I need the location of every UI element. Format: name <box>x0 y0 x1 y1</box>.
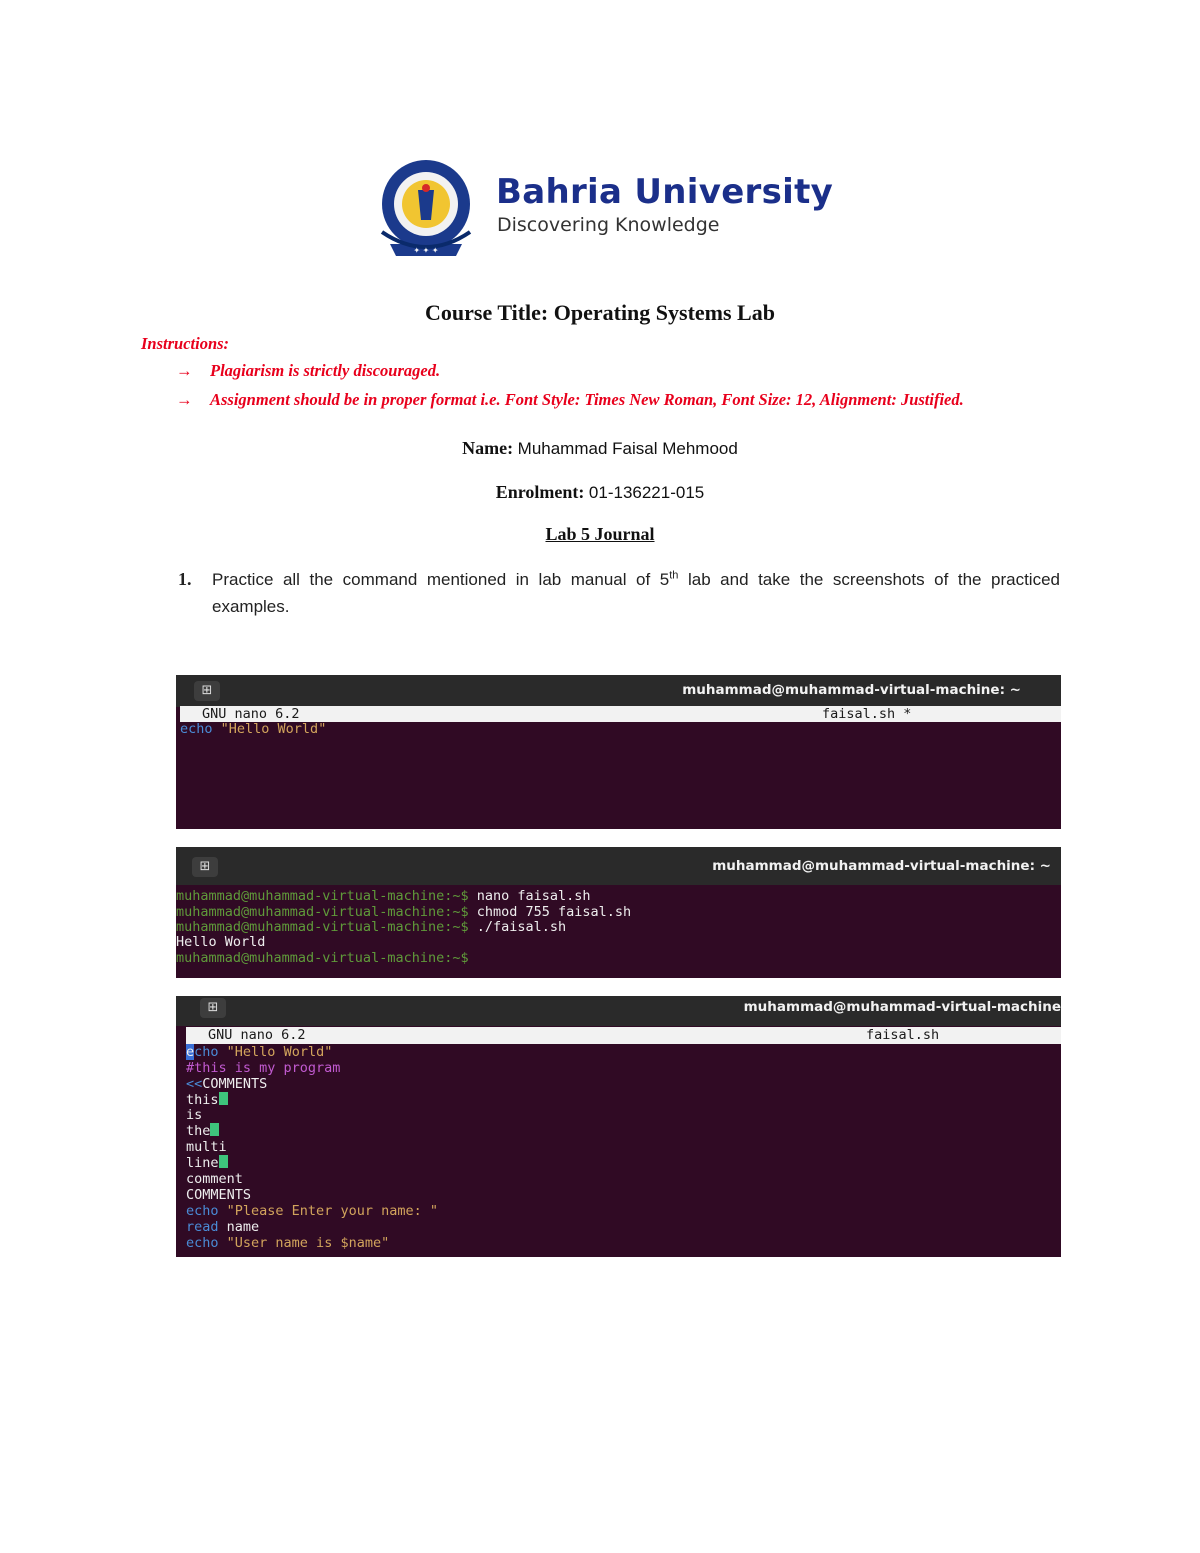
enrolment-value: 01-136221-015 <box>588 483 705 502</box>
shell-line: muhammad@muhammad-virtual-machine:~$ ./faisal.sh <box>176 919 567 935</box>
code-line: <<COMMENTS <box>186 1076 268 1092</box>
code-line: #this is my program <box>186 1060 341 1076</box>
nano-header <box>180 706 1061 722</box>
window-title: muhammad@muhammad-virtual-machine: ~ <box>682 682 1021 698</box>
arrow-icon: → <box>176 390 193 409</box>
university-seal-icon <box>376 158 476 262</box>
nano-header <box>186 1027 1061 1044</box>
nano-version: GNU nano 6.2 <box>202 706 300 722</box>
code-line: is <box>186 1107 203 1123</box>
svg-text:✦ ✦ ✦: ✦ ✦ ✦ <box>413 246 439 255</box>
student-name <box>0 438 1200 459</box>
nano-filename: faisal.sh * <box>822 706 912 722</box>
shell-line: muhammad@muhammad-virtual-machine:~$ <box>176 950 469 966</box>
editor-cursor: e <box>186 1044 195 1060</box>
instructions-heading: Instructions: <box>141 334 230 353</box>
new-tab-icon: ⊞ <box>194 681 220 701</box>
new-tab-icon: ⊞ <box>200 998 226 1018</box>
trailing-space-marker <box>219 1155 228 1168</box>
university-logo <box>376 158 834 266</box>
new-tab-icon: ⊞ <box>192 857 218 877</box>
university-name: Bahria University <box>496 172 834 212</box>
question-item <box>178 566 1060 620</box>
window-title: muhammad@muhammad-virtual-machine: ~ <box>712 858 1051 874</box>
code-line: echo "Hello World" <box>180 721 327 737</box>
code-line: the <box>186 1123 219 1139</box>
shell-line: muhammad@muhammad-virtual-machine:~$ chmod 755 faisal.sh <box>176 904 632 920</box>
student-enrolment <box>0 482 1200 503</box>
code-line: this <box>186 1092 228 1108</box>
code-line: echo "Hello World" <box>186 1044 333 1060</box>
code-line: COMMENTS <box>186 1187 252 1203</box>
name-label: Name: <box>462 438 514 458</box>
lab-title: Lab 5 Journal <box>545 524 655 544</box>
trailing-space-marker <box>219 1092 228 1105</box>
terminal-screenshot-nano <box>176 675 1061 829</box>
trailing-space-marker <box>210 1123 219 1136</box>
shell-line: muhammad@muhammad-virtual-machine:~$ nano faisal.sh <box>176 888 591 904</box>
nano-filename: faisal.sh <box>866 1027 940 1043</box>
question-number: 1. <box>178 569 192 589</box>
code-line: echo "User name is $name" <box>186 1235 390 1251</box>
question-text: Practice all the command mentioned in lab manual of 5th lab and take the screenshots of the practiced examples. <box>212 569 1060 616</box>
terminal-titlebar <box>176 847 1061 885</box>
terminal-screenshot-shell <box>176 847 1061 978</box>
shell-output: Hello World <box>176 934 266 950</box>
window-title: muhammad@muhammad-virtual-machine <box>743 999 1061 1015</box>
enrolment-label: Enrolment: <box>495 482 585 502</box>
university-tagline: Discovering Knowledge <box>497 214 720 236</box>
code-line: line <box>186 1155 228 1171</box>
instruction-text: Assignment should be in proper format i.e. Font Style: Times New Roman, Font Size: 12, Alignment: Justified. <box>210 390 964 409</box>
instruction-item <box>176 389 1046 411</box>
instruction-text: Plagiarism is strictly discouraged. <box>210 361 441 380</box>
terminal-titlebar <box>176 996 1061 1026</box>
terminal-screenshot-script <box>176 996 1061 1257</box>
nano-version: GNU nano 6.2 <box>208 1027 306 1043</box>
terminal-titlebar <box>176 675 1061 707</box>
name-value: Muhammad Faisal Mehmood <box>517 439 738 458</box>
course-title: Course Title: Operating Systems Lab <box>425 300 775 325</box>
instruction-item <box>176 360 1046 382</box>
code-line: echo "Please Enter your name: " <box>186 1203 438 1219</box>
code-line: comment <box>186 1171 243 1187</box>
code-line: read name <box>186 1219 260 1235</box>
code-line: multi <box>186 1139 227 1155</box>
arrow-icon: → <box>176 361 193 380</box>
